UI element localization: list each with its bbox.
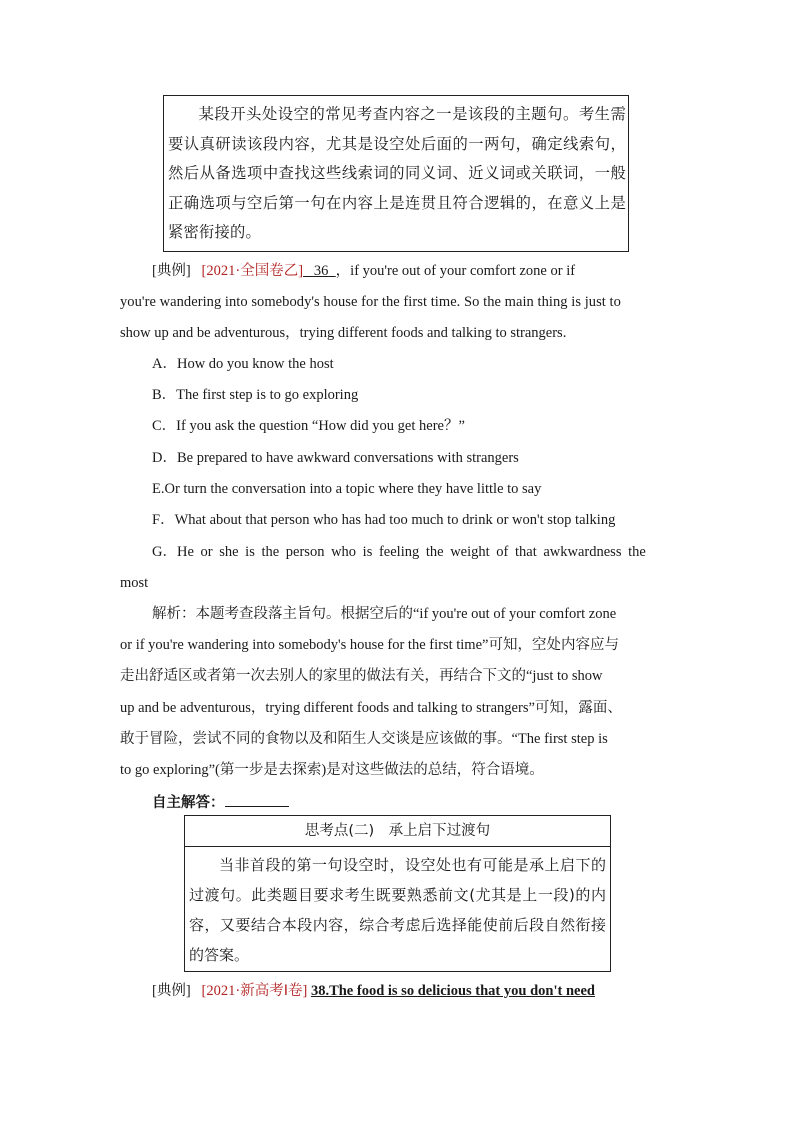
example-label: [典例]	[152, 263, 191, 279]
option-b: B．The first step is to go exploring	[152, 387, 359, 403]
example1-line1	[152, 262, 575, 280]
option-d: D．Be prepared to have awkward conversations with strangers	[152, 450, 519, 466]
example-text: ，if you're out of your comfort zone or if	[335, 263, 576, 279]
example1-line3: show up and be adventurous，trying different foods and talking to strangers.	[120, 325, 567, 341]
option-a: A．How do you know the host	[152, 356, 334, 372]
self-answer	[152, 792, 289, 812]
analysis-line-3: 走出舒适区或者第一次去别人的家里的做法有关，再结合下文的“just to show	[120, 668, 603, 684]
example-label: [典例]	[152, 983, 191, 999]
option-g-continued: most	[120, 575, 149, 591]
analysis-line-5: 敢于冒险，尝试不同的食物以及和陌生人交谈是应该做的事。“The first step is	[120, 731, 608, 747]
example1-line2: you're wandering into somebody's house for the first time. So the main thing is just to	[120, 294, 621, 310]
option-e: E.Or turn the conversation into a topic where they have little to say	[152, 481, 542, 497]
tip-box-text: 某段开头处设空的常见考查内容之一是该段的主题句。考生需要认真研读该段内容，尤其是设空处后面的一两句，确定线索句，然后从备选项中查找这些线索词的同义词、近义词或关联词，一般正确选项与空后第一句在内容上是连贯且符合逻辑的，在意义上是紧密衔接的。	[168, 105, 626, 241]
tip-box-topic-sentence	[163, 95, 629, 252]
option-c: C．If you ask the question “How did you get here？”	[152, 418, 465, 434]
blank-number: 36	[313, 263, 329, 279]
example2-line1	[152, 982, 595, 1000]
analysis-line-2: or if you're wandering into somebody's house for the first time”可知，空处内容应与	[120, 637, 619, 653]
analysis-line-4: up and be adventurous，trying different foods and talking to strangers”可知，露面、	[120, 700, 622, 716]
example-source: [2021·新高考Ⅰ卷]	[201, 983, 308, 999]
example-source: [2021·全国卷乙]	[201, 263, 304, 279]
tip-box-header: 思考点(二) 承上启下过渡句	[185, 816, 610, 847]
example-text: 38.The food is so delicious that you don't need	[310, 983, 595, 999]
tip-box-text: 当非首段的第一句设空时，设空处也有可能是承上启下的过渡句。此类题目要求考生既要熟悉前文(尤其是上一段)的内容，又要结合本段内容，综合考虑后选择能使前后段自然衔接的答案。	[189, 856, 606, 964]
option-g: G．He or she is the person who is feeling the weight of that awkwardness the	[152, 544, 646, 560]
self-answer-label: 自主解答：	[152, 795, 225, 811]
analysis-line-1: 解析：本题考查段落主旨句。根据空后的“if you're out of your comfort zone	[152, 606, 617, 622]
tip-box-transition-sentence	[184, 815, 611, 972]
answer-blank[interactable]	[225, 792, 289, 807]
analysis-line-6: to go exploring”(第一步是去探索)是对这些做法的总结，符合语境。	[120, 762, 544, 778]
option-f: F．What about that person who has had too much to drink or won't stop talking	[152, 512, 616, 528]
